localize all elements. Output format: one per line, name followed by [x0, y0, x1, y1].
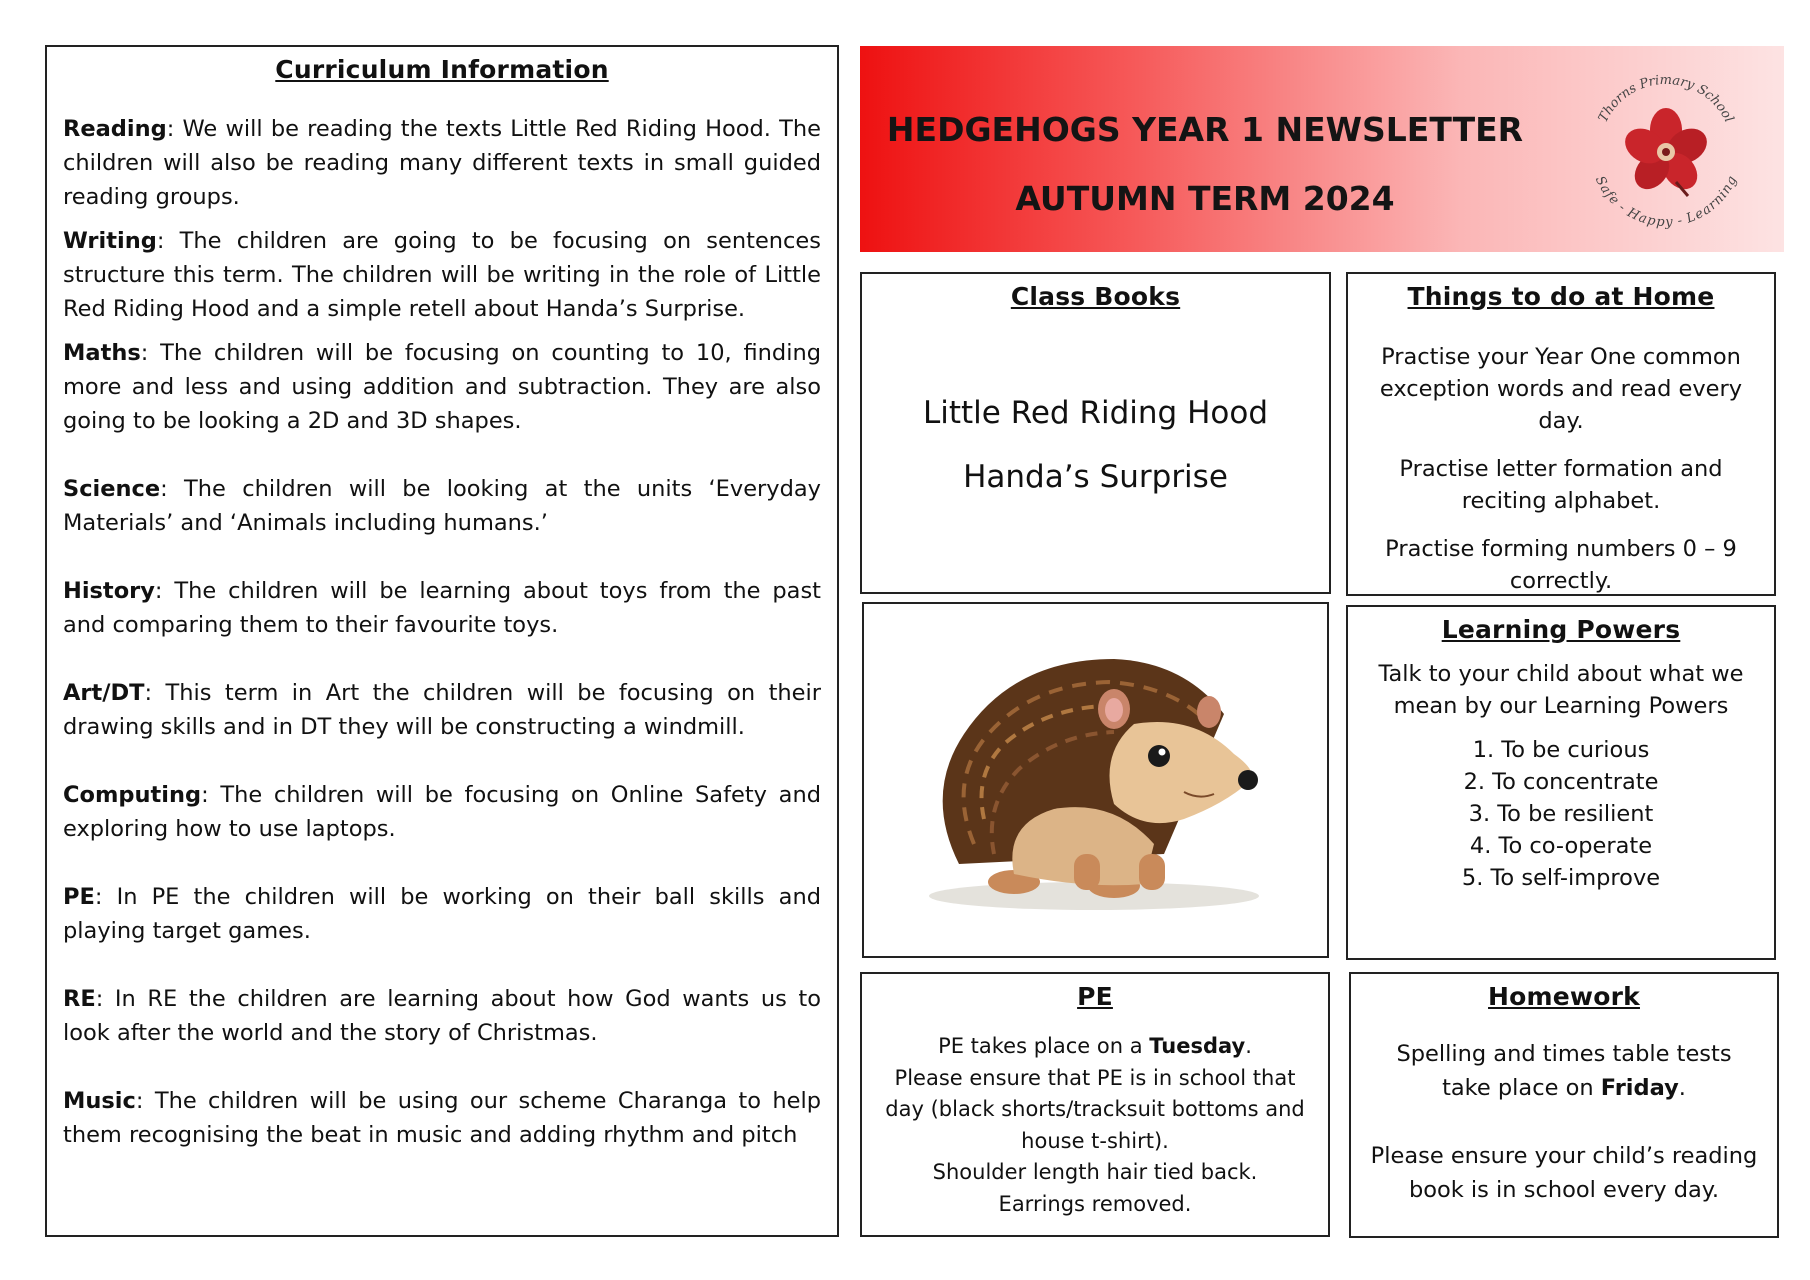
book-title: Handa’s Surprise	[963, 459, 1228, 495]
flower-icon	[1619, 108, 1713, 196]
curriculum-subject: PE	[63, 884, 95, 910]
learning-powers-intro: Talk to your child about what we mean by our Learning Powers	[1378, 661, 1744, 719]
curriculum-description: : The children will be learning about toys from the past and comparing them to their favourite toys.	[63, 578, 821, 638]
svg-text:Safe - Happy - Learning	[1592, 174, 1740, 230]
newsletter-header	[860, 46, 1784, 252]
pe-title: PE	[1077, 982, 1113, 1011]
homework-title: Homework	[1488, 982, 1640, 1011]
learning-power-item: 3. To be resilient	[1468, 801, 1654, 827]
hedgehog-illustration	[864, 604, 1327, 956]
curriculum-item	[63, 472, 821, 540]
curriculum-subject: Art/DT	[63, 680, 145, 706]
learning-power-item: 1. To be curious	[1472, 737, 1650, 763]
curriculum-subject: Computing	[63, 782, 202, 808]
curriculum-subject: Writing	[63, 228, 157, 254]
things-to-do-title: Things to do at Home	[1407, 282, 1715, 311]
curriculum-subject: Music	[63, 1088, 136, 1114]
pe-earrings-line: Earrings removed.	[998, 1191, 1192, 1216]
curriculum-item	[63, 982, 821, 1050]
curriculum-item	[63, 676, 821, 744]
logo-bottom-text: Safe - Happy - Learning	[1591, 173, 1741, 231]
curriculum-subject: Reading	[63, 116, 167, 142]
pe-day: Tuesday	[1149, 1034, 1246, 1058]
things-to-do-box	[1346, 272, 1776, 596]
curriculum-title: Curriculum Information	[275, 55, 609, 84]
curriculum-description: : The children will be focusing on counting to 10, finding more and less and using addition and subtraction. They are also going to be looking a 2D and 3D shapes.	[63, 340, 821, 434]
home-task: Practise letter formation and reciting alphabet.	[1399, 456, 1723, 514]
curriculum-list	[63, 112, 821, 1152]
home-task: Practise forming numbers 0 – 9 correctly.	[1385, 536, 1737, 594]
learning-power-item: 4. To co-operate	[1469, 833, 1653, 859]
school-logo	[1578, 62, 1754, 238]
pe-hair-line: Shoulder length hair tied back.	[932, 1160, 1258, 1184]
curriculum-subject: Maths	[63, 340, 141, 366]
hedgehog-image-box	[862, 602, 1329, 958]
curriculum-description: : The children will be using our scheme Charanga to help them recognising the beat in music and adding rhythm and pitch	[63, 1088, 821, 1148]
newsletter-title: HEDGEHOGS YEAR 1 NEWSLETTER	[886, 110, 1524, 149]
curriculum-item	[63, 224, 821, 326]
pe-kit-line: Please ensure that PE is in school that day (black shorts/tracksuit bottoms and house t-shirt).	[885, 1065, 1305, 1153]
curriculum-description: : We will be reading the texts Little Red Riding Hood. The children will also be reading many different texts in small guided reading groups.	[63, 116, 821, 210]
logo-top-text: Thorns Primary School	[1595, 72, 1737, 125]
homework-reading-book: Please ensure your child’s reading book is in school every day.	[1370, 1143, 1758, 1203]
curriculum-item	[63, 574, 821, 642]
curriculum-item	[63, 778, 821, 846]
curriculum-item	[63, 880, 821, 948]
pe-day-line: PE takes place on a Tuesday.	[938, 1034, 1252, 1058]
homework-box	[1349, 972, 1779, 1238]
curriculum-description: : This term in Art the children will be focusing on their drawing skills and in DT they will be constructing a windmill.	[63, 680, 821, 740]
book-title: Little Red Riding Hood	[922, 395, 1269, 431]
pe-box	[860, 972, 1330, 1237]
curriculum-description: : The children will be focusing on Online Safety and exploring how to use laptops.	[63, 782, 821, 842]
learning-power-item: 2. To concentrate	[1463, 769, 1659, 795]
learning-powers-box	[1346, 605, 1776, 960]
curriculum-subject: Science	[63, 476, 161, 502]
class-books-title: Class Books	[1010, 282, 1181, 311]
learning-power-item: 5. To self-improve	[1461, 865, 1661, 891]
curriculum-item	[63, 336, 821, 438]
home-task: Practise your Year One common exception words and read every day.	[1379, 344, 1743, 434]
curriculum-subject: RE	[63, 986, 96, 1012]
curriculum-panel	[45, 45, 839, 1237]
curriculum-description: : The children are going to be focusing on sentences structure this term. The children will be writing in the role of Little Red Riding Hood and a simple retell about Handa’s Surprise.	[63, 228, 821, 322]
curriculum-description: : In RE the children are learning about how God wants us to look after the world and the story of Christmas.	[63, 986, 821, 1046]
curriculum-item	[63, 1084, 821, 1152]
class-books-box	[860, 272, 1331, 594]
learning-powers-list	[1366, 734, 1756, 894]
curriculum-description: : In PE the children will be working on their ball skills and playing target games.	[63, 884, 821, 944]
homework-day: Friday	[1600, 1075, 1679, 1101]
curriculum-description: : The children will be looking at the units ‘Everyday Materials’ and ‘Animals including humans.’	[63, 476, 821, 536]
term-title: AUTUMN TERM 2024	[1015, 179, 1395, 218]
curriculum-subject: History	[63, 578, 155, 604]
curriculum-item	[63, 112, 821, 214]
learning-powers-title: Learning Powers	[1441, 615, 1681, 644]
homework-tests: Spelling and times table tests take place on Friday.	[1396, 1041, 1732, 1101]
